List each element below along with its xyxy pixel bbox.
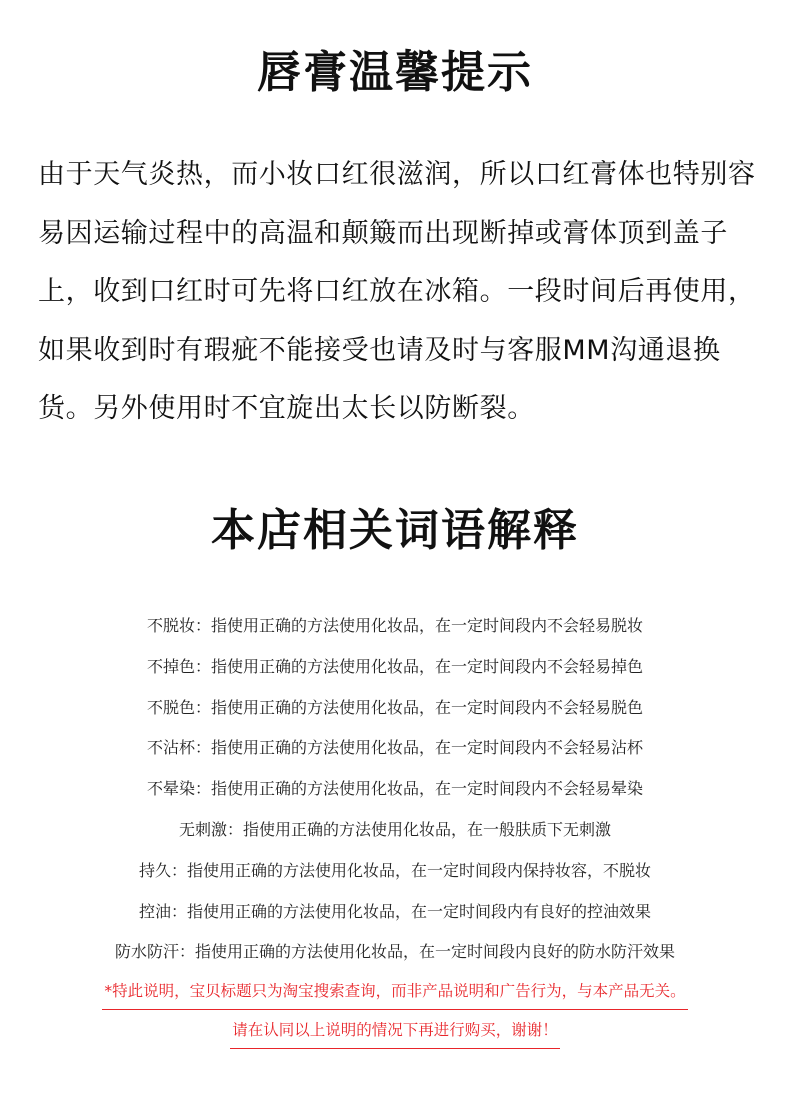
disclaimer-line [0,979,790,1010]
confirm-line [0,1018,790,1049]
glossary-item: 无刺激：指使用正确的方法使用化妆品，在一般肤质下无刺激 [178,819,611,839]
glossary-item: 不脱色：指使用正确的方法使用化妆品，在一定时间段内不会轻易脱色 [146,697,643,717]
glossary-item: 不掉色：指使用正确的方法使用化妆品，在一定时间段内不会轻易掉色 [146,656,643,676]
glossary-item: 控油：指使用正确的方法使用化妆品，在一定时间段内有良好的控油效果 [138,901,651,921]
notice-body: 由于天气炎热，而小妆口红很滋润，所以口红膏体也特别容易因运输过程中的高温和颠簸而出现断掉或膏体顶到盖子上，收到口红时可先将口红放在冰箱。一段时间后再使用，如果收到时有瑕疵不能接受也请及时与客服MM沟通退换货。另外使用时不宜旋出太长以防断裂。 [38,159,756,424]
confirm-text: 请在认同以上说明的情况下再进行购买，谢谢！ [230,1018,560,1049]
glossary-item: 不脱妆：指使用正确的方法使用化妆品，在一定时间段内不会轻易脱妆 [146,616,643,635]
disclaimer-text: *特此说明，宝贝标题只为淘宝搜索查询，而非产品说明和广告行为，与本产品无关。 [102,979,687,1010]
glossary-item: 防水防汗：指使用正确的方法使用化妆品，在一定时间段内良好的防水防汗效果 [114,942,675,962]
glossary-item: 不沾杯：指使用正确的方法使用化妆品，在一定时间段内不会轻易沾杯 [146,738,643,758]
glossary-list [0,606,790,973]
glossary-item: 持久：指使用正确的方法使用化妆品，在一定时间段内保持妆容，不脱妆 [138,860,651,880]
notice-title: 唇膏温馨提示 [257,47,533,98]
glossary-item: 不晕染：指使用正确的方法使用化妆品，在一定时间段内不会轻易晕染 [146,779,643,799]
glossary-title: 本店相关词语解释 [211,505,579,556]
